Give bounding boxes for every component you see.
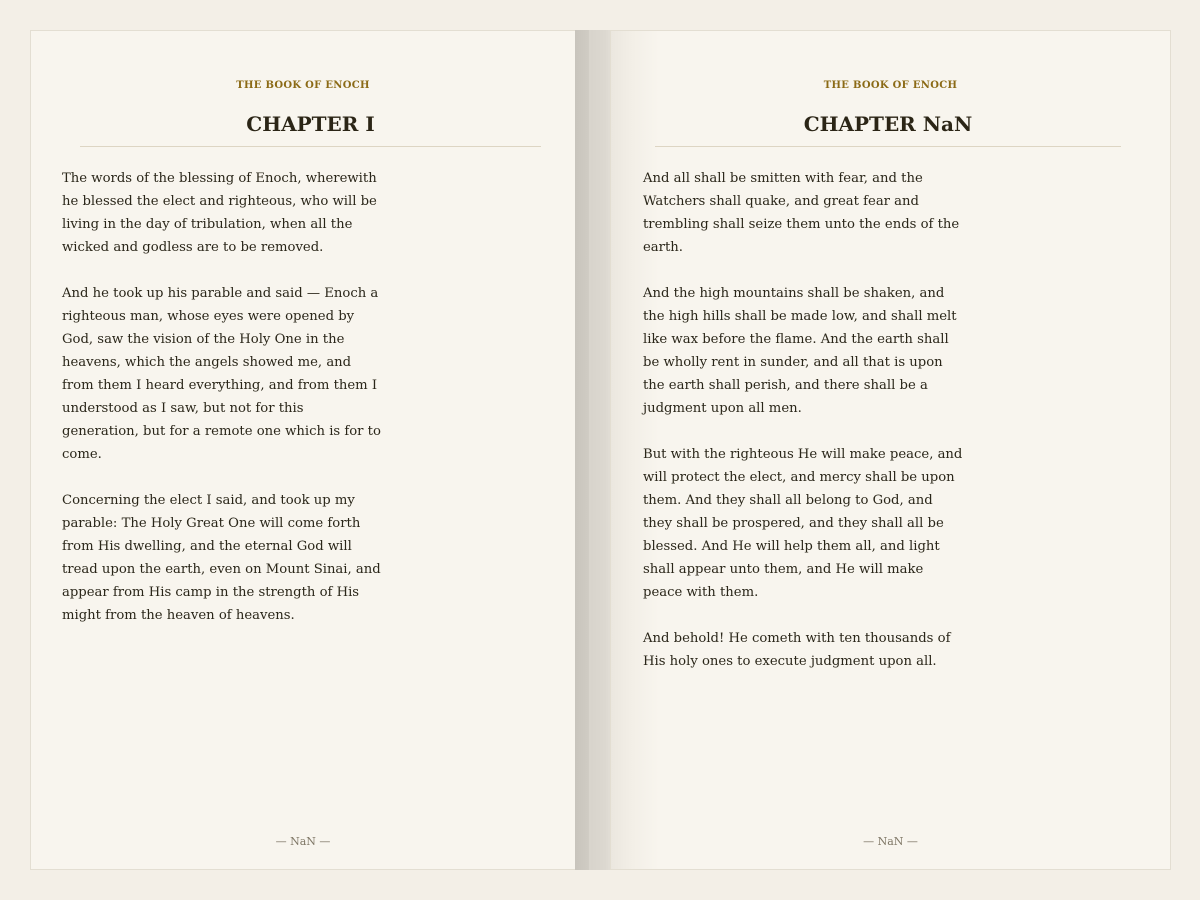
chapter-title: CHAPTER I [80, 112, 541, 147]
paragraph: But with the righteous He will make peace, and will protect the elect, and mercy shall be upon them. And they shall all belong to God, and they shall be prospered, and they shall all be blessed. And He will help them all, and light shall appear unto them, and He will make peace with them. [643, 447, 963, 600]
running-head: THE BOOK OF ENOCH [236, 80, 370, 91]
book-spine [575, 30, 611, 870]
paragraph: The words of the blessing of Enoch, wherewith he blessed the elect and righteous, who will be living in the day of tribulation, when all the wicked and godless are to be removed. [62, 171, 377, 255]
left-page[interactable] [30, 30, 576, 870]
paragraph: Concerning the elect I said, and took up my parable: The Holy Great One will come forth from His dwelling, and the eternal God will tread upon the earth, even on Mount Sinai, and appear from His camp in the strength of His might from the heaven of heavens. [62, 493, 381, 623]
page-body [643, 167, 963, 696]
paragraph: And behold! He cometh with ten thousands of His holy ones to execute judgment upon all. [643, 631, 951, 669]
page-number: — NaN — [863, 835, 918, 848]
paragraph: And all shall be smitten with fear, and the Watchers shall quake, and great fear and trembling shall seize them unto the ends of the earth. [643, 171, 960, 255]
paragraph: And the high mountains shall be shaken, and the high hills shall be made low, and shall melt like wax before the flame. And the earth shall be wholly rent in sunder, and all that is upon the earth shall perish, and there shall be a judgment upon all men. [643, 286, 957, 416]
page-number: — NaN — [275, 835, 331, 848]
paragraph: And he took up his parable and said — Enoch a righteous man, whose eyes were opened by God, saw the vision of the Holy One in the heavens, which the angels showed me, and from them I heard everything, and from them I understood as I saw, but not for this generation, but for a remote one which is for to come. [62, 286, 381, 462]
spine-fold [589, 30, 591, 870]
running-head: THE BOOK OF ENOCH [823, 80, 958, 91]
page-body [62, 167, 382, 650]
right-page[interactable] [610, 30, 1171, 870]
chapter-title: CHAPTER NaN [655, 112, 1121, 147]
